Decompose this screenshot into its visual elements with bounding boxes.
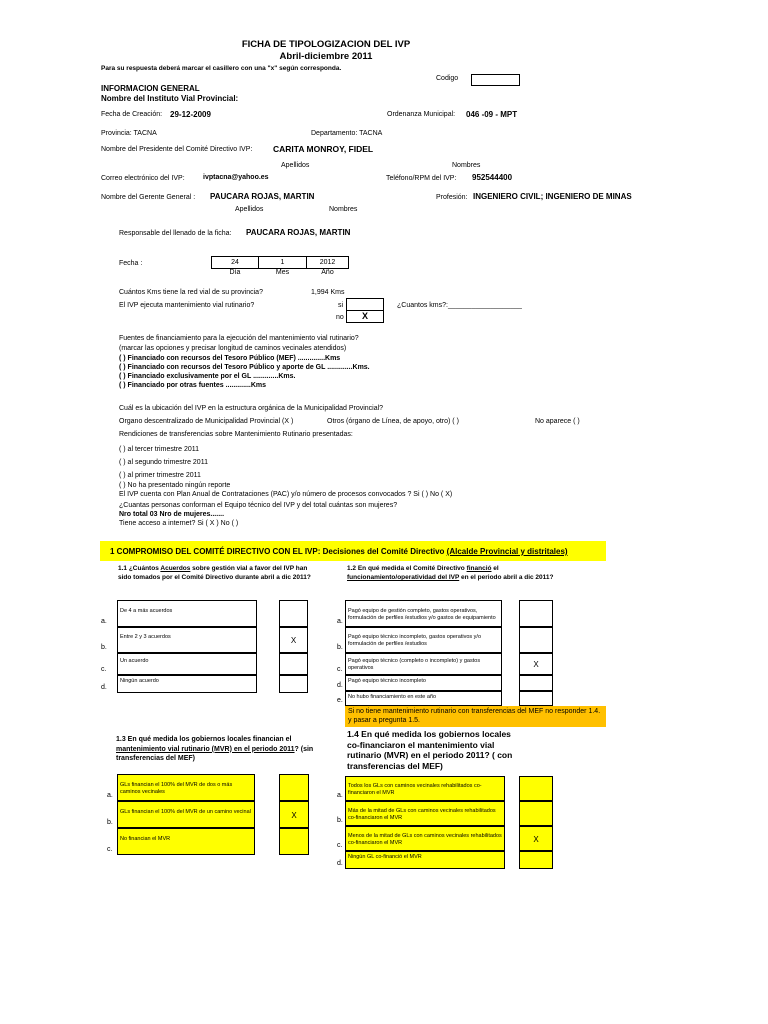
kms-value: 1,994 Kms <box>311 289 345 296</box>
nombres-label: Nombres <box>452 162 481 169</box>
q12-title-part: en el periodo abril a dic 2011? <box>459 574 554 581</box>
q14-option-letter: a. <box>337 792 343 799</box>
presidente-value: CARITA MONROY, FIDEL <box>273 144 374 154</box>
personas-question: ¿Cuantas personas conforman el Equipo técnico del IVP y del total cuántas son mujeres? <box>119 502 398 509</box>
q12-title <box>347 564 555 582</box>
q14-option-letter: d. <box>337 860 343 867</box>
q13-option-c: No financian el MVR <box>117 828 255 855</box>
q14-option-checkbox[interactable] <box>519 851 553 869</box>
q14-option-a: Todos los GLs con caminos vecinales rehabilitados co-financiaron el MVR <box>345 776 505 801</box>
q12-option-checkbox[interactable] <box>519 627 553 653</box>
fuentes-question: Fuentes de financiamiento para la ejecución del mantenimiento vial rutinario? <box>119 335 359 342</box>
gerente-nombres-label: Nombres <box>329 206 358 213</box>
instruction-text: Para su respuesta deberá marcar el casillero con una "x" según corresponda. <box>101 65 342 72</box>
fuente-item[interactable]: ( ) Financiado con recursos del Tesoro Público y aporte de GL .............Kms. <box>119 364 370 371</box>
mes-label: Mes <box>275 269 290 276</box>
q12-option-letter: d. <box>337 682 343 689</box>
rendicion-option[interactable]: ( ) No ha presentado ningún reporte <box>119 482 231 489</box>
section-1-banner <box>100 541 606 561</box>
q13-option-b: GLs financian el 100% del MVR de un camino vecinal <box>117 801 255 828</box>
fecha-creacion-label: Fecha de Creación: <box>101 111 163 118</box>
ordenanza-label: Ordenanza Municipal: <box>387 111 456 118</box>
q13-option-checkbox[interactable] <box>279 828 309 855</box>
section-1-title: 1 COMPROMISO DEL COMITÉ DIRECTIVO CON EL IVP: Decisiones del Comité Directivo <box>110 547 447 556</box>
q13-option-a: GLs financian el 100% del MVR de dos o más caminos vecinales <box>117 774 255 801</box>
no-mark: X <box>361 311 368 321</box>
fecha-label: Fecha : <box>119 260 143 267</box>
q11-option-checkbox[interactable]: X <box>279 627 308 653</box>
correo-label: Correo electrónico del IVP: <box>101 175 185 182</box>
q11-option-a: De 4 a más acuerdos <box>117 600 257 627</box>
q12-option-d: Pagó equipo técnico incompleto <box>345 675 502 691</box>
organo-option-no-aparece[interactable]: No aparece ( ) <box>535 418 580 425</box>
q12-option-letter: c. <box>337 666 343 673</box>
q13-title-part: 1.3 En qué medida los gobiernos locales financian el <box>116 736 292 743</box>
q11-option-letter: d. <box>101 684 107 691</box>
dia-label: Día <box>229 269 241 276</box>
q12-option-a: Pagó equipo de gestión completo, gastos operativos, formulación de perfiles /estudios y/o gastos de equipamiento <box>345 600 502 627</box>
q14-title: 1.4 En qué medida los gobiernos locales co-financiaron el mantenimiento vial rutinario (MVR) en el periodo 2011? ( con transferencias del MEF) <box>347 729 513 771</box>
fecha-dia-box[interactable] <box>211 256 259 269</box>
mantenimiento-question: El IVP ejecuta mantenimiento vial rutinario? <box>119 302 255 309</box>
form-subtitle: Abril-diciembre 2011 <box>279 51 373 62</box>
pac-question: El IVP cuenta con Plan Anual de Contrataciones (PAC) y/o número de procesos convocados ? Si ( ) No ( X) <box>119 491 453 498</box>
telefono-label: Teléfono/RPM del IVP: <box>386 175 457 182</box>
q14-option-d: Ningún GL co-financió el MVR <box>345 851 505 869</box>
q12-note: Si no tiene mantenimiento rutinario con transferencias del MEF no responder 1.4. y pasar a pregunta 1.5. <box>345 706 606 727</box>
q11-title-part: sobre gestión vial a favor del IVP han sido tomados por el Comité Directivo durante abril a dic 2011? <box>118 565 311 581</box>
q12-title-funcionamiento: funcionamiento/operatividad del IVP <box>347 574 460 581</box>
q12-option-checkbox[interactable] <box>519 600 553 627</box>
responsable-label: Responsable del llenado de la ficha: <box>119 230 232 237</box>
rendicion-option[interactable]: ( ) al segundo trimestre 2011 <box>119 459 208 466</box>
fuente-item[interactable]: ( ) Financiado con recursos del Tesoro Público (MEF) ..............Kms <box>119 355 341 362</box>
departamento-text: Departamento: TACNA <box>311 130 383 137</box>
q11-title-acuerdos: Acuerdos <box>160 565 191 572</box>
q11-option-checkbox[interactable] <box>279 675 308 693</box>
fecha-creacion-value: 29-12-2009 <box>170 110 211 119</box>
correo-value: ivptacna@yahoo.es <box>203 174 269 181</box>
gerente-apellidos-label: Apellidos <box>235 206 264 213</box>
q13-option-checkbox[interactable]: X <box>279 801 309 828</box>
rendiciones-question: Rendiciones de transferencias sobre Mantenimiento Rutinario presentadas: <box>119 431 353 438</box>
q13-title-part: ? (sin transferencias del MEF) <box>116 745 314 762</box>
q12-option-b: Pagó equipo técnico incompleto, gastos operativos y/o formulación de perfiles /estudios <box>345 627 502 653</box>
q11-option-c: Un acuerdo <box>117 653 257 675</box>
personas-total: Nro total 03 Nro de mujeres....... <box>119 511 225 518</box>
q13-option-checkbox[interactable] <box>279 774 309 801</box>
responsable-value: PAUCARA ROJAS, MARTIN <box>246 228 351 237</box>
q14-option-checkbox[interactable] <box>519 776 553 801</box>
profesion-value: INGENIERO CIVIL; INGENIERO DE MINAS <box>473 192 632 201</box>
q12-option-checkbox[interactable]: X <box>519 653 553 675</box>
q11-option-letter: a. <box>101 618 107 625</box>
fecha-anio-box[interactable] <box>306 256 349 269</box>
instituto-label: Nombre del Instituto Vial Provincial: <box>101 94 239 103</box>
codigo-label: Codigo <box>436 75 459 82</box>
section-informacion-general: INFORMACION GENERAL <box>101 84 200 93</box>
q11-title <box>118 564 313 582</box>
q11-option-d: Ningún acuerdo <box>117 675 257 693</box>
ordenanza-value: 046 -09 - MPT <box>466 110 518 119</box>
q14-option-c: Menos de la mitad de GLs con caminos vecinales rehabilitados co-financiaron el MVR <box>345 826 505 851</box>
q14-option-checkbox[interactable]: X <box>519 826 553 851</box>
fuente-item[interactable]: ( ) Financiado por otras fuentes .............Kms <box>119 382 267 389</box>
organo-question: Cuál es la ubicación del IVP en la estructura orgánica de la Municipalidad Provincial? <box>119 405 384 412</box>
q12-title-part: el <box>491 565 499 572</box>
profesion-label: Profesión: <box>436 194 468 201</box>
fecha-dia-value: 24 <box>231 259 239 266</box>
q12-option-checkbox[interactable] <box>519 675 553 691</box>
q12-option-c: Pagó equipo técnico (completo o incompleto) y gastos operativos <box>345 653 502 675</box>
internet-question: Tiene acceso a internet? Si ( X ) No ( ) <box>119 520 239 527</box>
q11-option-letter: b. <box>101 644 107 651</box>
q13-option-letter: a. <box>107 792 113 799</box>
gerente-label: Nombre del Gerente General : <box>101 194 196 201</box>
kms-question: Cuántos Kms tiene la red vial de su provincia? <box>119 289 263 296</box>
provincia-text: Provincia: TACNA <box>101 130 157 137</box>
q13-title <box>116 735 316 764</box>
rendicion-option[interactable]: ( ) al primer trimestre 2011 <box>119 472 201 479</box>
cuantos-kms-field[interactable]: ¿Cuantos kms?:___________________ <box>397 302 522 309</box>
q14-option-letter: b. <box>337 817 343 824</box>
q12-option-letter: b. <box>337 644 343 651</box>
anio-label: Año <box>321 269 334 276</box>
codigo-box[interactable] <box>471 74 520 86</box>
form-title: FICHA DE TIPOLOGIZACION DEL IVP <box>241 39 411 50</box>
fecha-mes-value: 1 <box>280 259 285 266</box>
telefono-value: 952544400 <box>472 173 513 182</box>
fuentes-instruction: (marcar las opciones y precisar longitud de caminos vecinales atendidos) <box>119 345 347 352</box>
q12-option-letter: e. <box>337 697 343 704</box>
q12-option-letter: a. <box>337 618 343 625</box>
q12-title-financio: financió <box>466 565 492 572</box>
q11-option-letter: c. <box>101 666 107 673</box>
organo-option-descentralizado[interactable]: Organo descentralizado de Municipalidad Provincial (X ) <box>119 418 294 425</box>
q13-option-letter: b. <box>107 819 113 826</box>
fecha-mes-box[interactable] <box>258 256 307 269</box>
q12-option-e: No hubo financiamiento en este año <box>345 691 502 706</box>
q13-option-letter: c. <box>107 846 113 853</box>
q14-option-checkbox[interactable] <box>519 801 553 826</box>
q11-option-checkbox[interactable] <box>279 653 308 675</box>
q12-title-part: 1.2 En qué medida el Comité Directivo <box>347 565 467 572</box>
no-checkbox[interactable] <box>346 310 384 323</box>
q11-option-b: Entre 2 y 3 acuerdos <box>117 627 257 653</box>
section-1-title-underlined: (Alcalde Provincial y distritales) <box>446 547 568 556</box>
presidente-label: Nombre del Presidente del Comité Directivo IVP: <box>101 146 253 153</box>
q11-title-part: 1.1 ¿Cuántos <box>118 565 161 572</box>
q13-title-mvr: mantenimiento vial rutinario (MVR) en el periodo 2011 <box>116 745 295 753</box>
gerente-value: PAUCARA ROJAS, MARTIN <box>210 192 315 201</box>
fecha-anio-value: 2012 <box>319 259 336 266</box>
q14-option-letter: c. <box>337 842 343 849</box>
apellidos-label: Apellidos <box>281 162 310 169</box>
q14-option-b: Más de la mitad de GLs con caminos vecinales rehabilitados co-financiaron el MVR <box>345 801 505 826</box>
q12-option-checkbox[interactable] <box>519 691 553 706</box>
no-label: no <box>336 314 344 321</box>
rendicion-option[interactable]: ( ) al tercer trimestre 2011 <box>119 446 200 453</box>
si-label: si <box>338 302 344 309</box>
organo-option-otros[interactable]: Otros (órgano de Línea, de apoyo, otro) ( ) <box>327 418 459 425</box>
fuente-item[interactable]: ( ) Financiado exclusivamente por el GL .............Kms. <box>119 373 296 380</box>
q11-option-checkbox[interactable] <box>279 600 308 627</box>
